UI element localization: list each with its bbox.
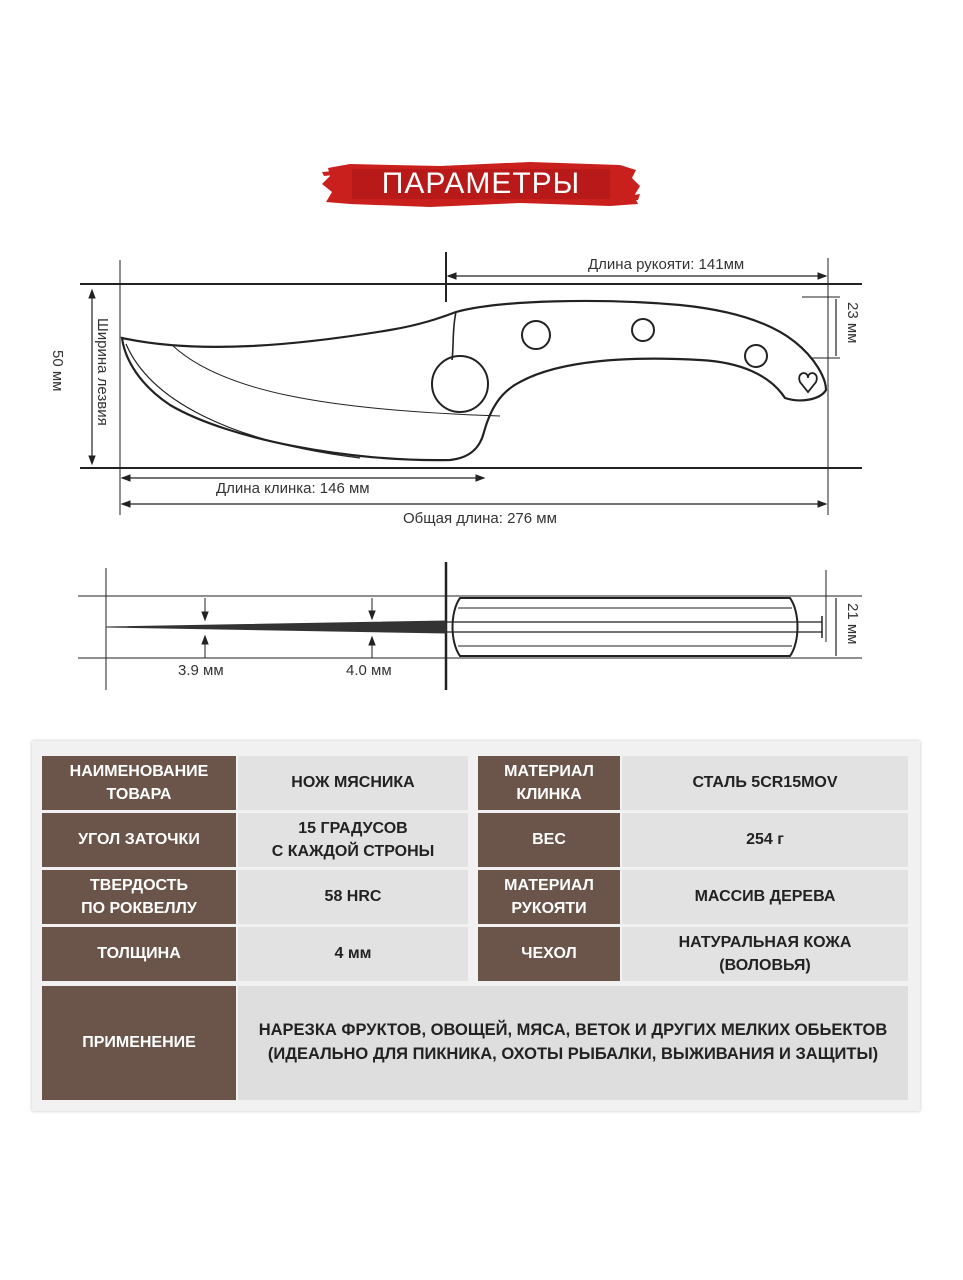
spec-label: МАТЕРИАЛ РУКОЯТИ (478, 870, 620, 924)
blade-width-value: 50 мм (49, 350, 66, 392)
handle-thickness-label: 21 мм (844, 603, 861, 645)
spec-label: ВЕС (478, 813, 620, 867)
spec-label: ЧЕХОЛ (478, 927, 620, 981)
usage-label: ПРИМЕНЕНИЕ (42, 986, 236, 1100)
spec-value: НОЖ МЯСНИКА (238, 756, 468, 810)
spec-label: МАТЕРИАЛ КЛИНКА (478, 756, 620, 810)
blade-top-view (106, 621, 446, 633)
rivet (745, 345, 767, 367)
rivet (632, 319, 654, 341)
handle-top-view (453, 598, 798, 656)
spec-value: СТАЛЬ 5CR15MOV (622, 756, 908, 810)
finger-hole (432, 356, 488, 412)
lanyard-hole (799, 373, 817, 392)
rivet (522, 321, 550, 349)
handle-height-label: 23 мм (844, 302, 861, 344)
knife-outline (122, 301, 826, 460)
spec-value: 58 HRC (238, 870, 468, 924)
tip-thickness-label: 3.9 мм (178, 662, 224, 679)
spec-value: 254 г (622, 813, 908, 867)
spine-thickness-label: 4.0 мм (346, 662, 392, 679)
spec-value: МАССИВ ДЕРЕВА (622, 870, 908, 924)
spec-table (32, 741, 920, 1111)
spec-value: НАТУРАЛЬНАЯ КОЖА (ВОЛОВЬЯ) (622, 927, 908, 981)
spec-label: ТОЛЩИНА (42, 927, 236, 981)
spec-label: ТВЕРДОСТЬ ПО РОКВЕЛЛУ (42, 870, 236, 924)
spec-label: УГОЛ ЗАТОЧКИ (42, 813, 236, 867)
handle-length-label: Длина рукояти: 141мм (588, 256, 745, 273)
spec-label: НАИМЕНОВАНИЕ ТОВАРА (42, 756, 236, 810)
page-title: ПАРАМЕТРЫ (381, 167, 581, 200)
blade-width-label: Ширина лезвия (94, 318, 111, 426)
spec-value: 15 ГРАДУСОВ С КАЖДОЙ СТРОНЫ (238, 813, 468, 867)
blade-length-label: Длина клинка: 146 мм (216, 480, 370, 497)
usage-value: НАРЕЗКА ФРУКТОВ, ОВОЩЕЙ, МЯСА, ВЕТОК И ДРУГИХ МЕЛКИХ ОБЬЕКТОВ (ИДЕАЛЬНО ДЛЯ ПИКНИКА, ОХОТЫ РЫБАЛКИ, ВЫЖИВАНИЯ И ЗАЩИТЫ) (238, 986, 908, 1100)
spec-value: 4 мм (238, 927, 468, 981)
total-length-label: Общая длина: 276 мм (403, 510, 557, 527)
